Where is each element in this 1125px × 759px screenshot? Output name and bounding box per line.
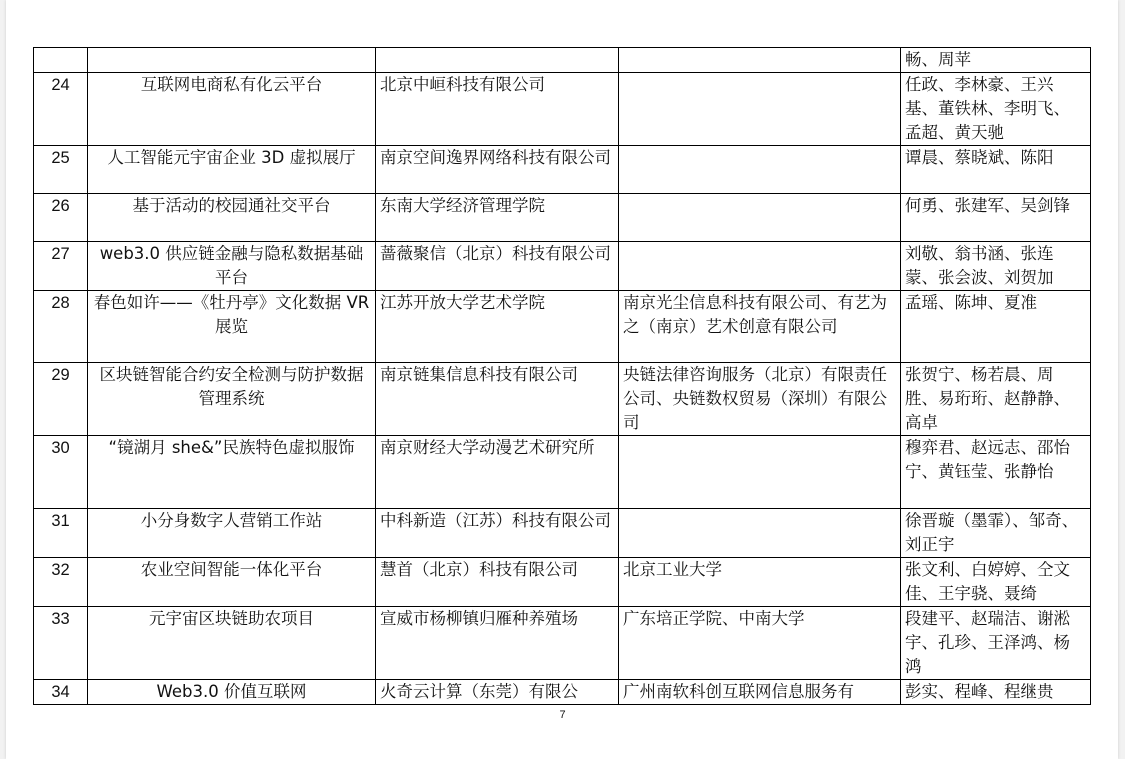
row-number-cell: 25 [34, 146, 88, 194]
table-row [34, 558, 1091, 607]
lead-organization-cell: 中科新造（江苏）科技有限公司 [376, 509, 619, 558]
row-number-cell: 26 [34, 194, 88, 242]
partner-organization-cell: 南京光尘信息科技有限公司、有艺为之（南京）艺术创意有限公司 [619, 291, 901, 363]
lead-organization-cell: 慧首（北京）科技有限公司 [376, 558, 619, 607]
partner-organization-cell [619, 48, 901, 73]
team-members-cell: 孟瑶、陈坤、夏准 [901, 291, 1091, 363]
lead-organization-cell: 南京财经大学动漫艺术研究所 [376, 436, 619, 509]
row-number-cell: 31 [34, 509, 88, 558]
table-row [34, 509, 1091, 558]
project-name-cell: 元宇宙区块链助农项目 [88, 607, 376, 680]
partner-organization-cell: 央链法律咨询服务（北京）有限责任公司、央链数权贸易（深圳）有限公司 [619, 363, 901, 436]
partner-organization-cell [619, 242, 901, 291]
project-table [33, 47, 1091, 705]
row-number-cell: 29 [34, 363, 88, 436]
lead-organization-cell: 东南大学经济管理学院 [376, 194, 619, 242]
team-members-cell: 畅、周苹 [901, 48, 1091, 73]
row-number-cell [34, 48, 88, 73]
page-number: 7 [559, 709, 566, 721]
team-members-cell: 任政、李林豪、王兴基、董铁林、李明飞、孟超、黄天驰 [901, 73, 1091, 146]
lead-organization-cell: 江苏开放大学艺术学院 [376, 291, 619, 363]
row-number-cell: 27 [34, 242, 88, 291]
partner-organization-cell [619, 146, 901, 194]
project-name-cell: 基于活动的校园通社交平台 [88, 194, 376, 242]
team-members-cell: 张文利、白婷婷、仝文佳、王宇骁、聂绮 [901, 558, 1091, 607]
table-row [34, 680, 1091, 705]
project-name-cell: 小分身数字人营销工作站 [88, 509, 376, 558]
partner-organization-cell: 北京工业大学 [619, 558, 901, 607]
row-number-cell: 30 [34, 436, 88, 509]
table-row [34, 73, 1091, 146]
partner-organization-cell: 广州南软科创互联网信息服务有 [619, 680, 901, 705]
team-members-cell: 彭实、程峰、程继贵 [901, 680, 1091, 705]
team-members-cell: 徐晋璇（墨霏）、邹奇、刘正宇 [901, 509, 1091, 558]
team-members-cell: 段建平、赵瑞洁、谢淞宇、孔珍、王泽鸿、杨鸿 [901, 607, 1091, 680]
project-name-cell: web3.0 供应链金融与隐私数据基础平台 [88, 242, 376, 291]
row-number-cell: 33 [34, 607, 88, 680]
partner-organization-cell [619, 73, 901, 146]
lead-organization-cell: 蔷薇聚信（北京）科技有限公司 [376, 242, 619, 291]
row-number-cell: 32 [34, 558, 88, 607]
lead-organization-cell: 南京链集信息科技有限公司 [376, 363, 619, 436]
team-members-cell: 张贺宁、杨若晨、周胜、易珩珩、赵静静、高卓 [901, 363, 1091, 436]
table-row [34, 242, 1091, 291]
lead-organization-cell: 南京空间逸界网络科技有限公司 [376, 146, 619, 194]
project-name-cell: “镜湖月 she&”民族特色虚拟服饰 [88, 436, 376, 509]
team-members-cell: 穆弈君、赵远志、邵怡宁、黄钰莹、张静怡 [901, 436, 1091, 509]
team-members-cell: 何勇、张建军、吴剑锋 [901, 194, 1091, 242]
lead-organization-cell [376, 48, 619, 73]
row-number-cell: 34 [34, 680, 88, 705]
table-row [34, 291, 1091, 363]
lead-organization-cell: 火奇云计算（东莞）有限公 [376, 680, 619, 705]
row-number-cell: 24 [34, 73, 88, 146]
project-table-body [34, 48, 1091, 705]
partner-organization-cell: 广东培正学院、中南大学 [619, 607, 901, 680]
table-row [34, 607, 1091, 680]
project-name-cell: 农业空间智能一体化平台 [88, 558, 376, 607]
table-row [34, 363, 1091, 436]
project-name-cell: 春色如许——《牡丹亭》文化数据 VR 展览 [88, 291, 376, 363]
lead-organization-cell: 宣威市杨柳镇归雁种养殖场 [376, 607, 619, 680]
table-row [34, 146, 1091, 194]
partner-organization-cell [619, 194, 901, 242]
team-members-cell: 刘敬、翁书涵、张连蒙、张会波、刘贺加 [901, 242, 1091, 291]
table-row [34, 436, 1091, 509]
team-members-cell: 谭晨、蔡晓斌、陈阳 [901, 146, 1091, 194]
table-row [34, 48, 1091, 73]
partner-organization-cell [619, 436, 901, 509]
row-number-cell: 28 [34, 291, 88, 363]
project-name-cell [88, 48, 376, 73]
project-name-cell: 互联网电商私有化云平台 [88, 73, 376, 146]
project-name-cell: 区块链智能合约安全检测与防护数据管理系统 [88, 363, 376, 436]
lead-organization-cell: 北京中峘科技有限公司 [376, 73, 619, 146]
project-name-cell: 人工智能元宇宙企业 3D 虚拟展厅 [88, 146, 376, 194]
table-row [34, 194, 1091, 242]
project-name-cell: Web3.0 价值互联网 [88, 680, 376, 705]
partner-organization-cell [619, 509, 901, 558]
